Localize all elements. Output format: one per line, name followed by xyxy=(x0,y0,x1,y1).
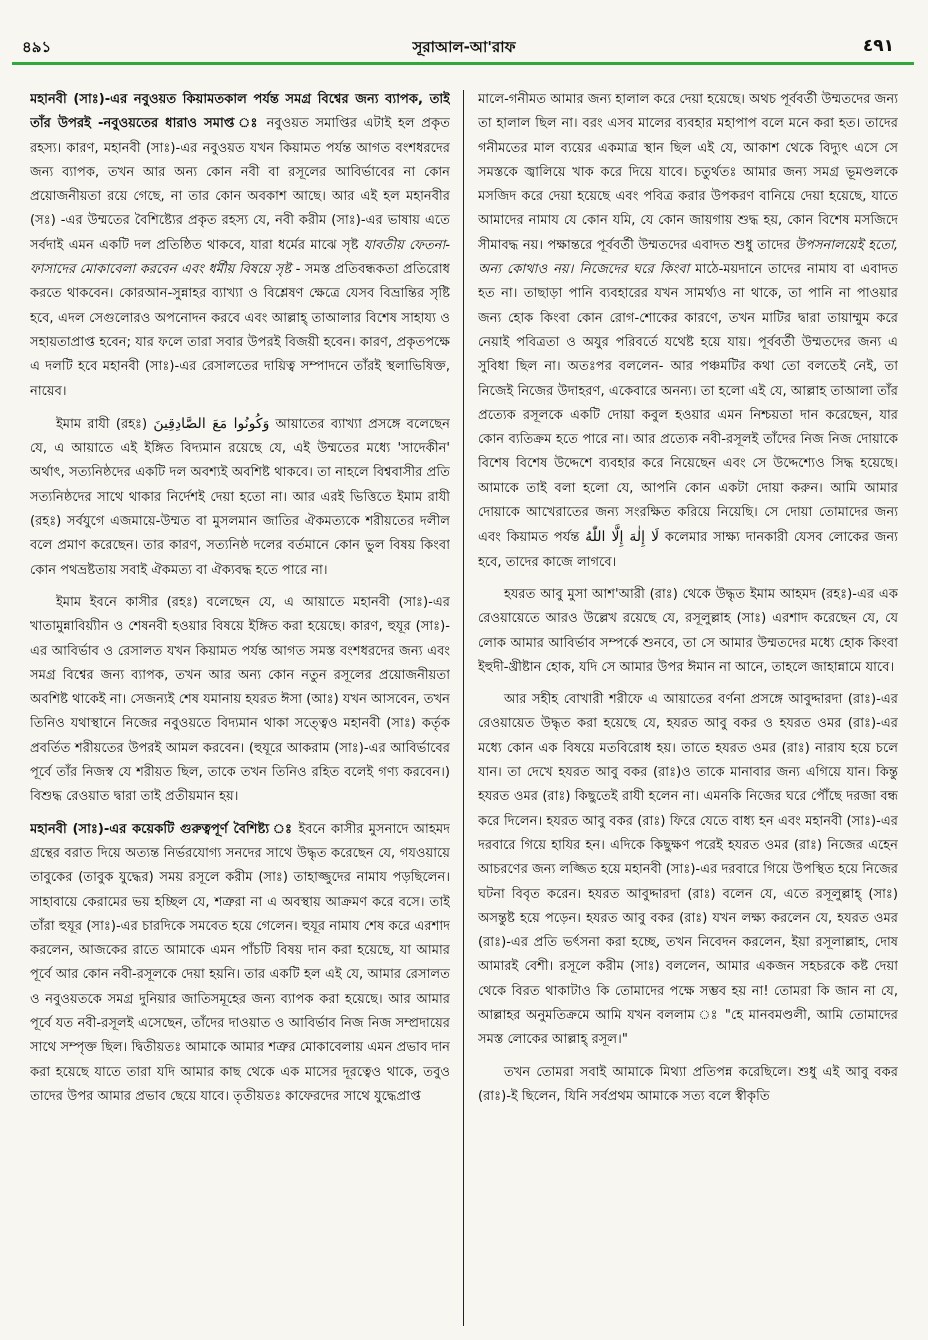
paragraph xyxy=(478,1061,898,1110)
right-column xyxy=(478,88,898,1328)
arabic-kalima: لَا إِلٰهَ إِلَّا اللّٰهُ xyxy=(585,529,660,546)
column-divider xyxy=(463,90,464,1326)
arabic-verse: وَكُونُوا مَعَ الصَّادِقِينَ xyxy=(153,415,270,432)
paragraph-text: তখন তোমরা সবাই আমাকে মিথ্যা প্রতিপন্ন করেছিলে। শুধু এই আবু বকর (রাঃ)-ই ছিলেন, যিনি সর্বপ্রথম আমাকে সত্য বলে স্বীকৃতি xyxy=(478,1064,898,1104)
paragraph xyxy=(30,818,450,1110)
paragraph xyxy=(30,591,450,810)
italic-text: উপসনালয়েই হতো, অন্য কোথাও নয়। নিজেদের ঘরে কিংবা xyxy=(478,237,898,278)
paragraph xyxy=(478,583,898,680)
paragraph-text: ইমাম রাযী (রহঃ) xyxy=(56,416,148,432)
paragraph-text: মাঠে-ময়দানে তাদের নামায বা এবাদত হত না। তাছাড়া পানি ব্যবহারের যখন সামর্থ্যও না থাকে, তা পানি না পাওয়ার জন্য হোক কিংবা কোন রোগ-শোকের কারণে, তখন মাটির দ্বারা তায়াম্মুম করে নেয়াই পবিত্রতা ও অযুর পরিবর্তে যথেষ্ট হয়ে যায়। পূর্ববর্তী উম্মতদের জন্য এ সুবিধা ছিল না। অতঃপর বললেন- আর পঞ্চমটির কথা তো বলতেই নেই, তা নিজেই নিজের উদাহরণ, একেবারে অনন্য। তা হলো এই যে, আল্লাহ তাআলা তাঁর প্রত্যেক রসূলকে একটি দোয়া কবুল হওয়ার এমন নিশ্চয়তা দান করেছেন, যার কোন ব্যতিক্রম হতে পারে না। আর প্রত্যেক নবী-রসূলই তাঁদের নিজ নিজ দোয়াকে বিশেষ বিশেষ উদ্দেশে ব্যবহার করে নিয়েছেন এবং সে উদ্দেশ্যেও সিদ্ধ হয়েছে। আমাকে তাই বলা হলো যে, আপনি কোন একটা দোয়া করুন। আমি আমার দোয়াকে আখেরাতের জন্য সংরক্ষিত করিয়ে নিয়েছি। সে দোয়া তোমাদের জন্য এবং কিয়ামত পর্যন্ত xyxy=(478,262,898,546)
section-heading: মহানবী (সাঃ)-এর নবুওয়ত কিয়ামতকাল পর্যন্ত সমগ্র বিশ্বের জন্য ব্যাপক, তাই তাঁর উপরই -নবুওয়তের ধারাও সমাপ্ত ঃ xyxy=(30,92,450,132)
header-rule xyxy=(12,62,914,65)
section-heading: মহানবী (সাঃ)-এর কয়েকটি গুরুত্বপূর্ণ বৈশিষ্ট্য ঃ xyxy=(30,821,294,837)
left-column xyxy=(30,88,450,1328)
paragraph xyxy=(30,88,450,404)
paragraph xyxy=(478,88,898,575)
paragraph-text: হযরত আবু মুসা আশ'আরী (রাঃ) থেকে উদ্ধৃত ইমাম আহমদ (রহঃ)-এর এক রেওয়ায়েতে আরও উল্লেখ রয়েছে যে, রসূলুল্লাহ (সাঃ) এরশাদ করেছেন যে, যে লোক আমার আবির্ভাব সম্পর্কে শুনবে, তা সে আমার উম্মতদের মধ্যে হোক কিংবা ইহুদী-খ্রীষ্টান হোক, যদি সে আমার উপর ঈমান না আনে, তাহলে জাহান্নামে যাবে। xyxy=(478,586,898,675)
italic-text: যাবতীয় ফেতনা-ফাসাদের মোকাবেলা করবেন এবং ধর্মীয় বিষয়ে সৃষ্ট - xyxy=(30,237,450,278)
paragraph xyxy=(30,412,450,583)
paragraph-text: আর সহীহ বোখারী শরীফে এ আয়াতের বর্ণনা প্রসঙ্গে আবুদ্দারদা (রাঃ)-এর রেওয়ায়েত উদ্ধৃত করা হয়েছে যে, হযরত আবু বকর ও হযরত ওমর (রাঃ)-এর মধ্যে কোন এক বিষয়ে মতবিরোধ হয়। তাতে হযরত ওমর (রাঃ) নারায হয়ে চলে যান। তা দেখে হযরত আবু বকর (রাঃ)ও তাকে মানাবার জন্য এগিয়ে যান। কিন্তু হযরত ওমর (রাঃ) কিছুতেই রাযী হলেন না। এমনকি নিজের ঘরে পৌঁছে দরজা বন্ধ করে দিলেন। হযরত আবু বকর (রাঃ) ফিরে যেতে বাধ্য হন এবং মহানবী (সাঃ)-এর দরবারে গিয়ে হাযির হন। এদিকে কিছুক্ষণ পরেই হযরত ওমর (রাঃ) নিজের এহেন আচরণের জন্য লজ্জিত হয়ে মহানবী (সাঃ)-এর দরবারে গিয়ে উপস্থিত হয়ে নিজের ঘটনা বিবৃত করেন। হযরত আবুদ্দারদা (রাঃ) বলেন যে, এতে রসূলুল্লাহ্ (সাঃ) অসন্তুষ্ট হয়ে পড়েন। হযরত আবু বকর (রাঃ) যখন লক্ষ্য করলেন যে, হযরত ওমর (রাঃ)-এর প্রতি ভর্ৎসনা করা হচ্ছে, তখন নিবেদন করলেন, ইয়া রসূলাল্লাহ, দোষ আমারই বেশী। রসূলে করীম (সাঃ) বললেন, আমার একজন সহচরকে কষ্ট দেয়া থেকে বিরত থাকাটাও কি তোমাদের পক্ষে সম্ভব হয় না! তোমরা কি জান না যে, আল্লাহর অনুমতিক্রমে আমি যখন বললাম ঃ "হে মানবমণ্ডলী, আমি তোমাদের সমস্ত লোকের আল্লাহ্ রসূল।" xyxy=(478,692,898,1048)
paragraph-text: মালে-গনীমত আমার জন্য হালাল করে দেয়া হয়েছে। অথচ পূর্ববর্তী উম্মতদের জন্য তা হালাল ছিল না। বরং এসব মালের ব্যবহার মহাপাপ বলে মনে করা হত। তাদের গনীমতের মাল ব্যয়ের একমাত্র স্থান ছিল এই যে, আকাশ থেকে বিদ্যুৎ এসে সে সমস্তকে জ্বালিয়ে খাক করে দিয়ে যাবে। চতুর্থতঃ আমার জন্য সমগ্র ভূমণ্ডলকে মসজিদ করে দেয়া হয়েছে এবং পবিত্র করার উপকরণ বানিয়ে দেয়া হয়েছে, যাতে আমাদের নামায যে কোন যমি, যে কোন জায়গায় শুদ্ধ হয়, কোন বিশেষ মসজিদে সীমাবদ্ধ নয়। পক্ষান্তরে পূর্ববর্তী উম্মতদের এবাদত শুধু তাদের xyxy=(478,92,898,253)
paragraph-text: ইমাম ইবনে কাসীর (রহঃ) বলেছেন যে, এ আয়াতে মহানবী (সাঃ)-এর খাতামুন্নাবিয়্যীন ও শেষনবী হওয়ার বিষয়ে ইঙ্গিত করা হয়েছে। কারণ, হুযূর (সাঃ)-এর আবির্ভাব ও রেসালত যখন কিয়ামত পর্যন্ত আগত সমস্ত বংশধরদের জন্য এবং সমগ্র বিশ্বের জন্য ব্যাপক, তখন আর অন্য কোন নতুন রসূলের প্রয়োজনীয়তা অবশিষ্ট থাকেই না। সেজন্যই শেষ যমানায় হযরত ঈসা (আঃ) যখন আসবেন, তখন তিনিও যথাস্থানে নিজের নবুওয়তে বিদ্যমান থাকা সত্ত্বেও মহানবী (সাঃ) কর্তৃক প্রবর্তিত শরীয়তের উপরই আমল করবেন। (হুযূরে আকরাম (সাঃ)-এর আবির্ভাবের পূর্বে তাঁর নিজস্ব যে শরীয়ত ছিল, তাকে তখন তিনিও রহিত বলেই গণ্য করবেন।) বিশুদ্ধ রেওয়াত দ্বারা তাই প্রতীয়মান হয়। xyxy=(30,594,450,805)
page-number-left: ৪৯১ xyxy=(22,38,52,56)
paragraph-text: ইবনে কাসীর মুসনাদে আহমদ গ্রন্থের বরাত দিয়ে অত্যন্ত নির্ভরযোগ্য সনদের সাথে উদ্ধৃত করেছেন যে, গযওয়ায়ে তাবুকের (তাবুক যুদ্ধের) সময় রসূলে করীম (সাঃ) তাহাজ্জুদের নামায পড়ছিলেন। সাহাবায়ে কেরামের ভয় হচ্ছিল যে, শত্রুরা না এ অবস্থায় আক্রমণ করে বসে। তাই তাঁরা হুযূর (সাঃ)-এর চারদিকে সমবেত হয়ে গেলেন। হুযূর নামায শেষ করে এরশাদ করলেন, আজকের রাতে আমাকে এমন পাঁচটি বিষয় দান করা হয়েছে, যা আমার পূর্বে আর কোন নবী-রসূলকে দেয়া হয়নি। তার একটি হল এই যে, আমার রেসালত ও নবুওয়তকে সমগ্র দুনিয়ার জাতিসমূহের জন্য ব্যাপক করা হয়েছে। আর আমার পূর্বে যত নবী-রসূলই এসেছেন, তাঁদের দাওয়াত ও আবির্ভাব নিজ নিজ সম্প্রদায়ের সাথে সম্পৃক্ত ছিল। দ্বিতীয়তঃ আমাকে আমার শত্রুর মোকাবেলায় এমন প্রভাব দান করা হয়েছে যাতে তারা যদি আমার কাছ থেকে এক মাসের দূরত্বেও থাকে, তবুও তাদের উপর আমার প্রভাব ছেয়ে যাবে। তৃতীয়তঃ কাফেরদের সাথে যুদ্ধেপ্রাপ্ত xyxy=(30,821,450,1104)
paragraph-text: আয়াতের ব্যাখ্যা প্রসঙ্গে বলেছেন যে, এ আয়াতে এই ইঙ্গিত বিদ্যমান রয়েছে যে, এই উম্মতের মধ্যে 'সাদেকীন' অর্থাৎ, সত্যনিষ্ঠদের একটি দল অবশ্যই অবশিষ্ট থাকবে। তা নাহলে বিশ্ববাসীর প্রতি সত্যনিষ্ঠদের সাথে থাকার নির্দেশই দেয়া হতো না। আর এরই ভিত্তিতে ইমাম রাযী (রহঃ) সর্বযুগে এজমায়ে-উম্মত বা মুসলমান জাতির ঐকমত্যকে শরীয়তের দলীল বলে প্রমাণ করেছেন। তার কারণ, সত্যনিষ্ঠ দলের বর্তমানে কোন ভুল বিষয় কিংবা কোন পথভ্রষ্টতায় সবাই ঐকমত্য বা ঐক্যবদ্ধ হতে পারে না। xyxy=(30,416,450,578)
page-title: সূরাআল-আ'রাফ xyxy=(412,38,516,56)
paragraph-text: নবুওয়ত সমাপ্তির এটাই হল প্রকৃত রহস্য। কারণ, মহানবী (সাঃ)-এর নবুওয়ত যখন কিয়ামত পর্যন্ত আগত বংশধরদের জন্য ব্যাপক, তখন আর অন্য কোন নবী বা রসূলের আবির্ভাবের না কোন প্রয়োজনীয়তা রয়ে গেছে, না তার কোন অবকাশ আছে। আর এই হল মহানবীর (সঃ) -এর উম্মতের বৈশিষ্ট্যের প্রকৃত রহস্য যে, নবী করীম (সাঃ)-এর ভাষায় এতে সর্বদাই এমন একটি দল প্রতিষ্ঠিত থাকবে, যারা ধর্মের মাঝে সৃষ্ট xyxy=(30,116,450,253)
paragraph-text: সমস্ত প্রতিবন্ধকতা প্রতিরোধ করতে থাকবেন। কোরআন-সুন্নাহর ব্যাখ্যা ও বিশ্লেষণ ক্ষেত্রে যেসব বিভ্রান্তির সৃষ্টি হবে, এদল সেগুলোরও অপনোদন করবে এবং আল্লাহ্ তাআলার বিশেষ সাহায্য ও সহায়তাপ্রাপ্ত হবেন; যার ফলে তারা সবার উপরই বিজয়ী হবেন। কারণ, প্রকৃতপক্ষে এ দলটি হবে মহানবী (সাঃ)-এর রেসালতের দায়িত্ব সম্পাদনে তাঁরই স্থলাভিষিক্ত, নায়েব। xyxy=(30,262,450,399)
paragraph-text: কলেমার সাক্ষ্য দানকারী যেসব লোকের জন্য হবে, তাদের কাজে লাগবে। xyxy=(478,530,898,570)
page-header xyxy=(0,0,928,70)
page-number-right: ٤٩١ xyxy=(862,36,894,56)
paragraph xyxy=(478,688,898,1052)
